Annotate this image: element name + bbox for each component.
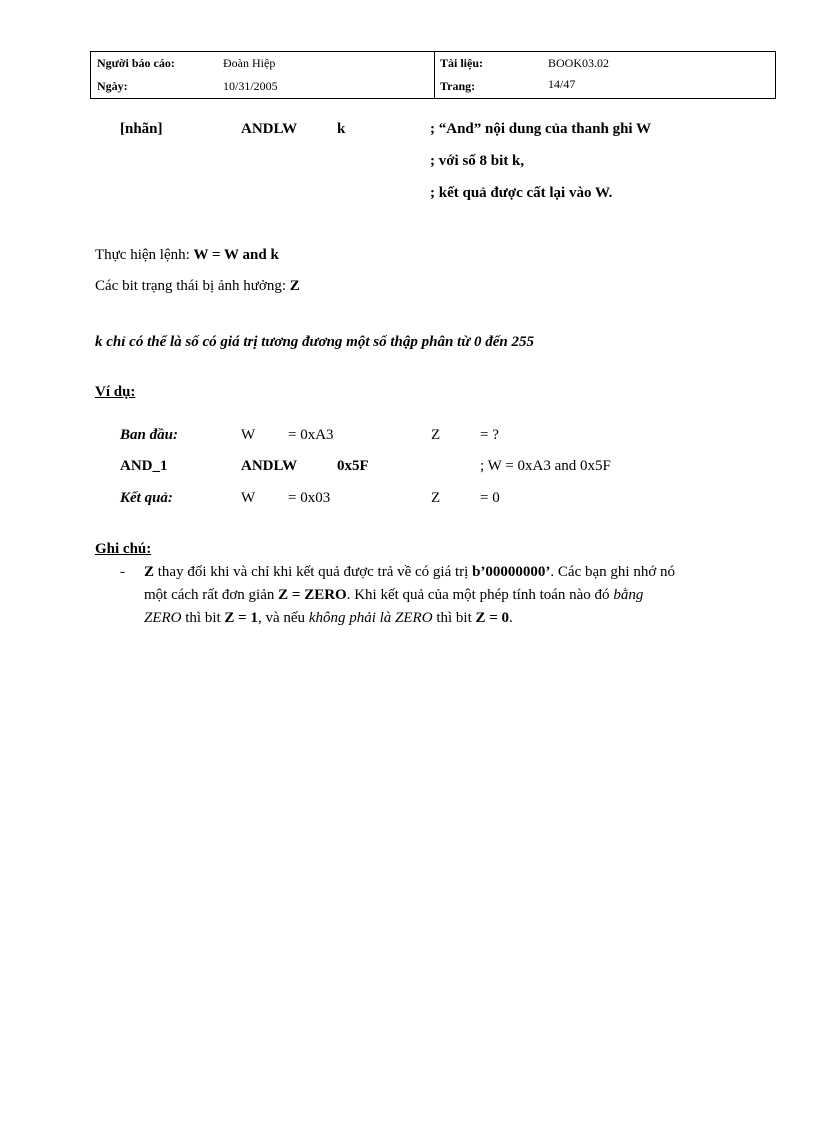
notes-line-3-part-6: thì bit <box>432 610 476 626</box>
document-header-table <box>90 51 776 99</box>
example-result-w-value: = 0x03 <box>288 490 331 506</box>
status-line <box>95 278 300 295</box>
notes-line-3-part-2: thì bit <box>181 610 225 626</box>
status-prefix: Các bit trạng thái bị ảnh hưởng: <box>95 278 290 294</box>
syntax-mnemonic: ANDLW <box>241 121 298 137</box>
notes-line-1-part-2: thay đổi khi và chỉ khi kết quả được trả về có giá trị <box>154 564 473 580</box>
notes-line-3-part-7: Z = 0 <box>475 610 510 626</box>
example-initial-label: Ban đầu: <box>120 427 178 443</box>
date-value: 10/31/2005 <box>223 79 278 93</box>
page-label: Trang: <box>440 79 476 93</box>
operation-prefix: Thực hiện lệnh: <box>95 247 194 263</box>
example-heading: Ví dụ: <box>95 384 136 400</box>
example-initial-z: Z <box>431 427 441 443</box>
header-divider <box>434 52 435 98</box>
notes-line-1-part-3: b’00000000’ <box>472 564 551 580</box>
example-result-z: Z <box>431 490 441 506</box>
status-flag: Z <box>289 278 300 294</box>
operation-formula: W = W and k <box>193 247 279 263</box>
example-instruction-operand: 0x5F <box>337 458 369 474</box>
example-initial-w: W <box>241 427 256 443</box>
notes-line-1-part-4: . Các bạn ghi nhớ nó <box>550 564 675 580</box>
notes-line-1-part-1: Z <box>144 564 155 580</box>
example-instruction-comment: ; W = 0xA3 and 0x5F <box>480 458 611 474</box>
date-label: Ngày: <box>97 79 128 93</box>
notes-heading: Ghi chú: <box>95 541 152 557</box>
example-initial-z-value: = ? <box>480 427 499 443</box>
syntax-comment-2: ; với số 8 bit k, <box>430 153 525 169</box>
example-instruction-label: AND_1 <box>120 458 168 474</box>
example-result-z-value: = 0 <box>480 490 500 506</box>
page-value: 14/47 <box>548 77 576 91</box>
notes-line-3-part-4: , và nếu <box>257 610 309 626</box>
notes-line-2-part-4: bằng <box>613 587 644 603</box>
notes-line-2 <box>144 587 643 604</box>
notes-line-2-part-2: Z = ZERO <box>278 587 347 603</box>
syntax-comment-3: ; kết quả được cất lại vào W. <box>430 185 613 201</box>
notes-line-3-part-1: ZERO <box>144 610 182 626</box>
notes-bullet: - <box>120 564 125 580</box>
example-result-label: Kết quả: <box>120 490 173 506</box>
range-note: k chỉ có thể là số có giá trị tương đương một số thập phân từ 0 đến 255 <box>95 334 534 350</box>
example-instruction-mnemonic: ANDLW <box>241 458 298 474</box>
notes-line-1 <box>144 564 675 581</box>
reporter-label: Người báo cáo: <box>97 56 175 70</box>
operation-line <box>95 247 279 264</box>
notes-line-3-part-3: Z = 1 <box>224 610 258 626</box>
syntax-comment-1: ; “And” nội dung của thanh ghi W <box>430 121 652 137</box>
example-initial-w-value: = 0xA3 <box>288 427 334 443</box>
notes-line-3-part-8: . <box>509 610 513 626</box>
document-label: Tài liệu: <box>440 56 484 70</box>
notes-line-2-part-3: . Khi kết quả của một phép tính toán nào đó <box>346 587 614 603</box>
document-value: BOOK03.02 <box>548 56 610 70</box>
example-result-w: W <box>241 490 256 506</box>
notes-line-3-part-5: không phải là ZERO <box>308 610 433 626</box>
syntax-label: [nhãn] <box>120 121 163 137</box>
notes-line-3 <box>144 610 513 627</box>
reporter-value: Đoàn Hiệp <box>223 56 276 70</box>
notes-line-2-part-1: một cách rất đơn giản <box>144 587 279 603</box>
syntax-operand: k <box>337 121 346 137</box>
